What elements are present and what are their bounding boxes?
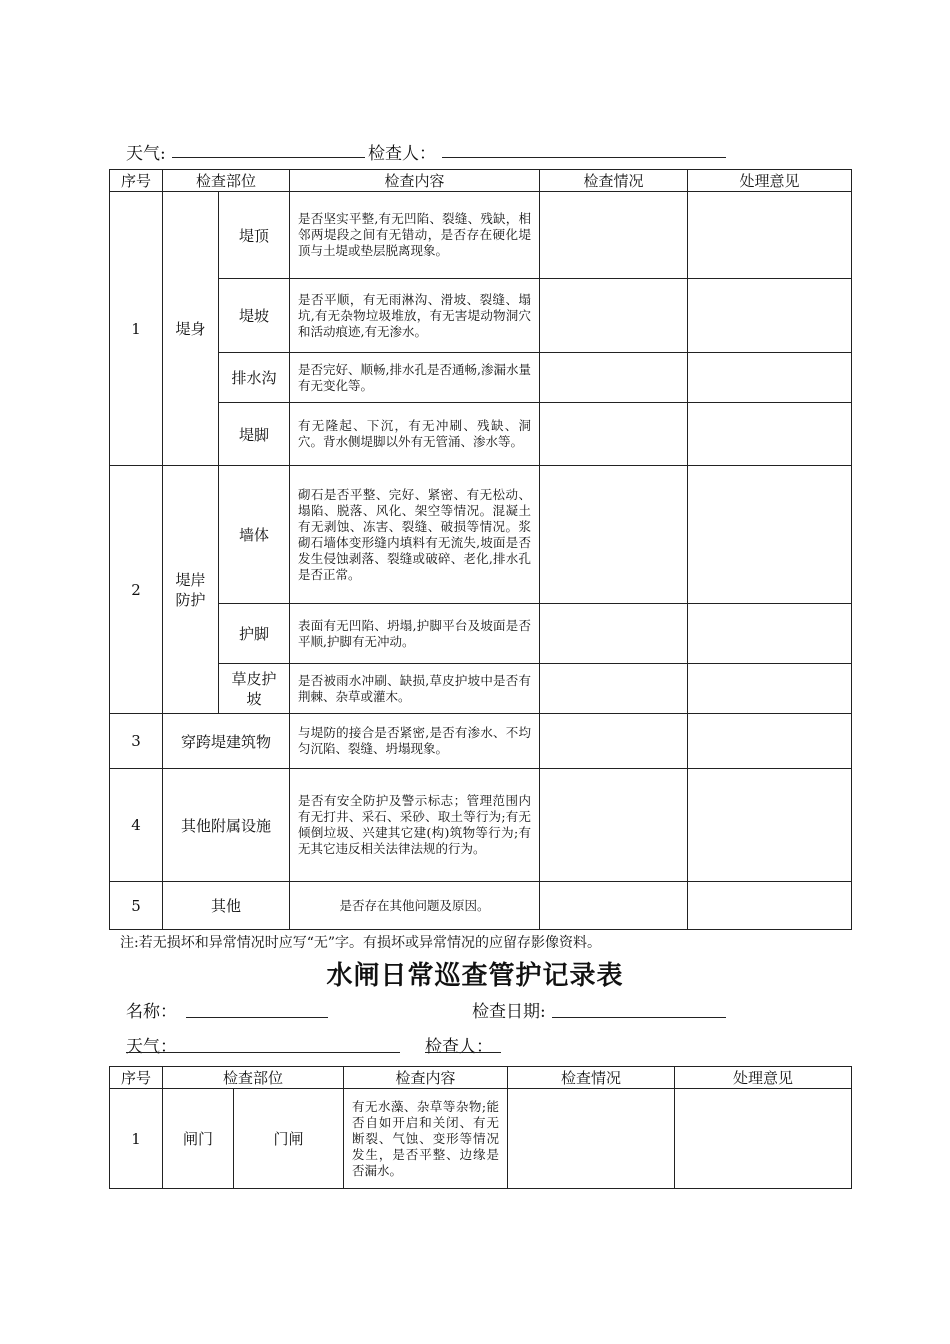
content-cell: 表面有无凹陷、坍塌,护脚平台及坡面是否平顺,护脚有无冲动。: [290, 604, 540, 664]
header-opinion: 处理意见: [675, 1067, 852, 1089]
row-no: 1: [110, 192, 163, 466]
status-input[interactable]: [540, 604, 688, 664]
page-title: 水闸日常巡查管护记录表: [326, 961, 624, 991]
inspector-label: 检查人：: [368, 144, 436, 164]
status-input[interactable]: [540, 353, 688, 403]
row-no: 4: [110, 769, 163, 882]
opinion-input[interactable]: [688, 353, 852, 403]
opinion-input[interactable]: [688, 714, 852, 769]
status-input[interactable]: [508, 1089, 675, 1189]
content-cell: 是否存在其他问题及原因。: [290, 882, 540, 930]
opinion-input[interactable]: [688, 403, 852, 466]
table-note: 注:若无损坏和异常情况时应写“无”字。有损坏或异常情况的应留存影像资料。: [120, 935, 602, 951]
row-no: 2: [110, 466, 163, 714]
opinion-input[interactable]: [688, 604, 852, 664]
sub-part-cell: 堤脚: [219, 403, 290, 466]
part-cell: 闸门: [163, 1089, 234, 1189]
sub-part-cell: 护脚: [219, 604, 290, 664]
weather-field-2[interactable]: [126, 1052, 400, 1053]
header-status: 检查情况: [508, 1067, 675, 1089]
date-label: 检查日期:: [472, 1002, 546, 1022]
opinion-input[interactable]: [688, 882, 852, 930]
status-input[interactable]: [540, 769, 688, 882]
part-cell: 堤身: [163, 192, 219, 466]
sub-part-cell: 门闸: [234, 1089, 344, 1189]
header-content: 检查内容: [344, 1067, 508, 1089]
header-part: 检查部位: [163, 170, 290, 192]
status-input[interactable]: [540, 882, 688, 930]
sub-part-cell: 堤坡: [219, 279, 290, 353]
sub-part-cell: 堤顶: [219, 192, 290, 279]
opinion-input[interactable]: [675, 1089, 852, 1189]
opinion-input[interactable]: [688, 466, 852, 604]
header-status: 检查情况: [540, 170, 688, 192]
content-cell: 是否被雨水冲刷、缺损,草皮护坡中是否有荆棘、杂草或灌木。: [290, 664, 540, 714]
header-opinion: 处理意见: [688, 170, 852, 192]
status-input[interactable]: [540, 403, 688, 466]
content-cell: 有无水藻、杂草等杂物;能否自如开启和关闭、有无断裂、气蚀、变形等情况发生，是否平整、边缘是否漏水。: [344, 1089, 508, 1189]
header-no: 序号: [110, 170, 163, 192]
content-cell: 与堤防的接合是否紧密,是否有渗水、不均匀沉陷、裂缝、坍塌现象。: [290, 714, 540, 769]
content-cell: 是否坚实平整,有无凹陷、裂缝、残缺，相邻两堤段之间有无错动，是否存在硬化堤顶与土堤或垫层脱离现象。: [290, 192, 540, 279]
status-input[interactable]: [540, 192, 688, 279]
part-label: 堤岸防护: [175, 570, 206, 609]
weather-label-2: 天气：: [126, 1037, 177, 1057]
content-cell: 有无隆起、下沉，有无冲刷、残缺、洞穴。背水侧堤脚以外有无管涌、渗水等。: [290, 403, 540, 466]
opinion-input[interactable]: [688, 279, 852, 353]
date-field[interactable]: [552, 1017, 726, 1018]
inspection-table-sluice: [109, 1066, 852, 1189]
part-cell: 穿跨堤建筑物: [163, 714, 290, 769]
sub-part-cell: [219, 664, 290, 714]
content-cell: 是否平顺，有无雨淋沟、滑坡、裂缝、塌坑,有无杂物垃圾堆放，有无害堤动物洞穴和活动痕迹,有无渗水。: [290, 279, 540, 353]
opinion-input[interactable]: [688, 192, 852, 279]
inspector-field-2[interactable]: [425, 1052, 501, 1053]
content-cell: 是否有安全防护及警示标志；管理范围内有无打井、采石、采砂、取土等行为;有无倾倒垃圾、兴建其它建(构)筑物等行为;有无其它违反相关法律法规的行为。: [290, 769, 540, 882]
part-cell: [163, 466, 219, 714]
sub-part-label: 草皮护坡: [231, 669, 277, 708]
header-part: 检查部位: [163, 1067, 344, 1089]
sub-part-cell: 墙体: [219, 466, 290, 604]
sub-part-cell: 排水沟: [219, 353, 290, 403]
row-no: 3: [110, 714, 163, 769]
status-input[interactable]: [540, 714, 688, 769]
opinion-input[interactable]: [688, 664, 852, 714]
status-input[interactable]: [540, 279, 688, 353]
inspection-table-levee: [109, 169, 852, 930]
row-no: 5: [110, 882, 163, 930]
inspector-field[interactable]: [442, 157, 726, 158]
row-no: 1: [110, 1089, 163, 1189]
part-cell: 其他附属设施: [163, 769, 290, 882]
content-cell: 是否完好、顺畅,排水孔是否通畅,渗漏水量有无变化等。: [290, 353, 540, 403]
name-label: 名称：: [126, 1002, 177, 1022]
inspector-label-2: 检查人：: [425, 1037, 493, 1057]
status-input[interactable]: [540, 466, 688, 604]
status-input[interactable]: [540, 664, 688, 714]
weather-field[interactable]: [172, 157, 365, 158]
header-no: 序号: [110, 1067, 163, 1089]
part-cell: 其他: [163, 882, 290, 930]
header-content: 检查内容: [290, 170, 540, 192]
content-cell: 砌石是否平整、完好、紧密、有无松动、塌陷、脱落、风化、架空等情况。混凝土有无剥蚀、冻害、裂缝、破损等情况。浆砌石墙体变形缝内填料有无流失,坡面是否发生侵蚀剥落、裂缝或破碎、老化,排水孔是否正常。: [290, 466, 540, 604]
opinion-input[interactable]: [688, 769, 852, 882]
weather-label: 天气:: [126, 144, 166, 164]
name-field[interactable]: [186, 1017, 328, 1018]
